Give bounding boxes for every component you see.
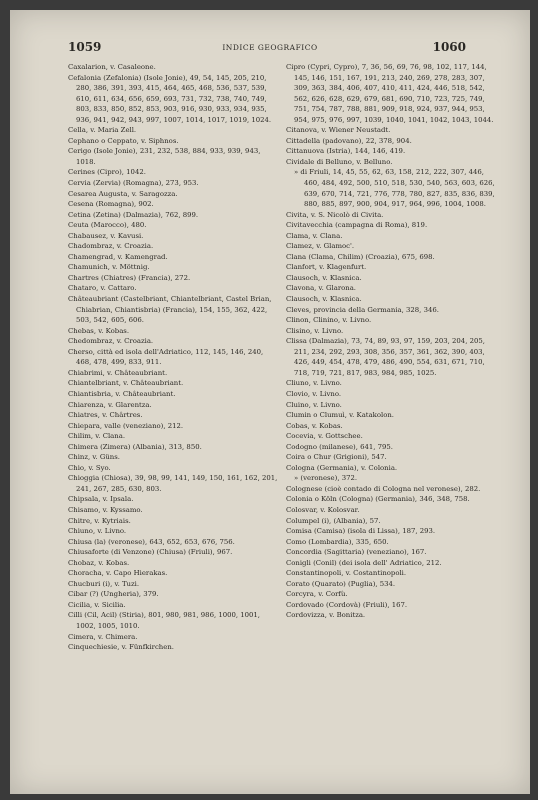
index-entry: Civitavecchia (campagna di Roma), 819. — [286, 221, 428, 230]
index-entry: Cella, v. Maria Zell. — [68, 126, 137, 135]
index-entry: » di Friuli, 14, 45, 55, 62, 63, 158, 212, 222, 307, 446, 460, 484, 492, 500, 510, 518, 530, 540, 563, 603, 626, 639, 670, 714, 721, 776, 778, 780, 827, 835, 836, 839, 880, 885, 897, 900, 904, 917, 964, 996, 1004, 1008. — [294, 168, 495, 209]
index-entry: Columpel (i), (Albania), 57. — [286, 516, 381, 525]
index-entry: Clinon, Clinino, v. Livno. — [286, 316, 372, 325]
index-entry: Como (Lombardia), 335, 650. — [286, 537, 389, 546]
index-entry: Ceuta (Marocco), 480. — [68, 221, 147, 230]
index-entry: Cephano o Ceppato, v. Siphnos. — [68, 136, 179, 145]
index-entry: Chataro, v. Cattaro. — [68, 284, 137, 293]
index-entry: Chiepara, valle (veneziano), 212. — [68, 421, 184, 430]
index-entry: Chiantisbria, v. Châteaubriant. — [68, 389, 176, 398]
index-entry: Concordia (Sagittaria) (veneziano), 167. — [286, 548, 427, 557]
index-entry: Corato (Quarato) (Puglia), 534. — [286, 579, 396, 588]
index-entry: Cluino, v. Livno. — [286, 400, 342, 409]
index-entry: Chobaz, v. Kobas. — [68, 558, 130, 567]
index-column-left — [68, 62, 280, 653]
index-entry: Cesena (Romagna), 902. — [68, 200, 154, 209]
index-entry: Chioggia (Chiosa), 39, 98, 99, 141, 149, 150, 161, 162, 201, 241, 267, 285, 630, 803. — [68, 474, 278, 493]
index-entry: Chiatres, v. Chârtres. — [68, 411, 143, 420]
index-column-right — [286, 62, 498, 621]
index-entry: Clavona, v. Glarona. — [286, 284, 357, 293]
index-entry: Chabausez, v. Kavusi. — [68, 231, 144, 240]
page-number-left: 1059 — [68, 40, 102, 54]
index-entry: Chedombraz, v. Croazia. — [68, 337, 154, 346]
index-entry: Choracha, v. Capo Hierakas. — [68, 569, 168, 578]
index-entry: Cimera, v. Chimera. — [68, 632, 138, 641]
running-title: INDICE GEOGRAFICO — [222, 43, 318, 52]
index-entry: Chiantelbriant, v. Châteaubriant. — [68, 379, 184, 388]
index-entry: Constantinopoli, v. Costantinopoli. — [286, 569, 407, 578]
index-entry: Colosvar, v. Kolosvar. — [286, 505, 360, 514]
index-entry: Cherso, città ed isola dell'Adriatico, 112, 145, 146, 240, 468, 478, 499, 833, 911. — [68, 347, 264, 367]
index-entry: Cittadella (padovano), 22, 378, 904. — [286, 136, 412, 145]
index-entry: Cerigo (Isole Jonie), 231, 232, 538, 884, 933, 939, 943, 1018. — [68, 147, 261, 166]
index-entry: Chiabrimi, v. Châteaubriant. — [68, 368, 168, 377]
index-entry: Chiuno, v. Livno. — [68, 527, 127, 536]
index-entry: Chamengrad, v. Kamengrad. — [68, 252, 168, 261]
index-entry: Clana (Clama, Chilim) (Croazia), 675, 698. — [286, 252, 435, 261]
index-entry: Cicilia, v. Sicilia. — [68, 600, 126, 609]
index-entry: Chinz, v. Güns. — [68, 453, 120, 462]
index-entry: Comisa (Camisa) (isola di Lissa), 187, 293. — [286, 527, 436, 536]
index-entry: Clumin o Clumuì, v. Katakolon. — [286, 411, 394, 420]
index-entry: Cleves, provincia della Germania, 328, 346. — [286, 305, 439, 314]
index-entry: Corcyra, v. Corfù. — [286, 590, 348, 599]
index-entry: Cocevia, v. Gottschee. — [286, 432, 363, 441]
index-entry: Coira o Chur (Grigioni), 547. — [286, 453, 387, 462]
index-entry: Cesarea Augusta, v. Saragozza. — [68, 189, 178, 198]
index-entry: Clisino, v. Livno. — [286, 326, 344, 335]
index-entry: Clausoch, v. Klasnica. — [286, 295, 362, 304]
page-number-right: 1060 — [432, 40, 466, 54]
index-entry: Colognese (cioè contado di Cologna nel veronese), 282. — [286, 484, 481, 493]
index-entry: Cibar (?) (Ungheria), 379. — [68, 590, 159, 599]
index-entry: Châteaubriant (Castelbriant, Chiantelbriant, Castel Brian, Chiabrian, Chiantisbria) (Francia), 154, 155, 362, 422, 503, 542, 605, 606. — [68, 295, 272, 325]
index-entry: Citanova, v. Wiener Neustadt. — [286, 126, 391, 135]
index-entry: Chiusa (la) (veronese), 643, 652, 653, 676, 756. — [68, 537, 235, 546]
index-entry: Clanfort, v. Klagenfurt. — [286, 263, 367, 272]
index-entry: Clovio, v. Livno. — [286, 389, 342, 398]
index-entry: Cipro (Cypri, Cypro), 7, 36, 56, 69, 76, 98, 102, 117, 144, 145, 146, 151, 167, 191, 213, 240, 269, 278, 283, 307, 309, 363, 384, 406, 407, 410, 411, 424, 446, 518, 542, 562, 626, 628, 629, 679, 681, 690, 710, 723, 725, 749, 751, 754, 787, 788, 881, 909, 918, 924, 937, 944, 953, 954, 975, 976, 997, 1039, 1040, 1041, 1042, 1043, 1044. — [286, 63, 494, 124]
index-entry: Chisamo, v. Kyssamo. — [68, 505, 143, 514]
index-entry: Chimera (Zimera) (Albania), 313, 850. — [68, 442, 202, 451]
index-entry: Chiarenza, v. Glarentza. — [68, 400, 152, 409]
index-entry: Chadombraz, v. Croazia. — [68, 242, 154, 251]
index-entry: Cinquechiesie, v. Fünfkirchen. — [68, 643, 174, 652]
index-entry: Cordovizza, v. Bonitza. — [286, 611, 366, 620]
index-entry: Chamunich, v. Möttnig. — [68, 263, 150, 272]
index-entry: Chiusaforte (di Venzone) (Chiusa) (Friuli), 967. — [68, 548, 233, 557]
index-entry: Codogno (milanese), 641, 795. — [286, 442, 393, 451]
index-entry: Chilim, v. Clana. — [68, 432, 126, 441]
index-entry: Cordovado (Cordovà) (Friuli), 167. — [286, 600, 408, 609]
index-entry: Chebas, v. Kobas. — [68, 326, 130, 335]
index-entry: Chartres (Chiatres) (Francia), 272. — [68, 273, 191, 282]
book-page — [10, 10, 530, 794]
index-entry: Cerines (Cipro), 1042. — [68, 168, 146, 177]
index-entry: Cittanuova (Istria), 144, 146, 419. — [286, 147, 406, 156]
index-entry: Cividale di Belluno, v. Belluno. — [286, 157, 393, 166]
index-entry: Clissa (Dalmazia), 73, 74, 89, 93, 97, 159, 203, 204, 205, 211, 234, 292, 293, 308, 356, 357, 361, 362, 390, 403, 426, 449, 454, 478, 479, 486, 490, 554, 631, 671, 710, 718, 719, 721, 817, 983, 984, 985, 1025. — [286, 337, 485, 377]
index-entry: Cobas, v. Kobas. — [286, 421, 343, 430]
index-entry: Chucburi (i), v. Tuzi. — [68, 579, 140, 588]
index-entry: Cologna (Germania), v. Colonia. — [286, 463, 398, 472]
index-entry: Cetina (Zetina) (Dalmazia), 762, 899. — [68, 210, 199, 219]
index-entry: Clamez, v. Glamoc'. — [286, 242, 355, 251]
index-entry: Chipsala, v. Ipsala. — [68, 495, 134, 504]
index-entry: Cilli (Cil, Acil) (Stiria), 801, 980, 981, 986, 1000, 1001, 1002, 1005, 1010. — [68, 611, 260, 630]
index-entry: » (veronese), 372. — [294, 474, 358, 483]
index-entry: Clama, v. Clana. — [286, 231, 343, 240]
index-entry: Civita, v. S. Nicolò di Civita. — [286, 210, 384, 219]
index-entry: Cervia (Zervia) (Romagna), 273, 953. — [68, 179, 199, 188]
index-entry: Cliuno, v. Livno. — [286, 379, 342, 388]
index-entry: Conigli (Conil) (dei isola dell' Adriatico, 212. — [286, 558, 442, 567]
index-entry: Colonia o Köln (Cologna) (Germania), 346, 348, 758. — [286, 495, 470, 504]
page-header — [10, 40, 530, 56]
index-entry: Cefalonia (Zefalonia) (Isole Jonie), 49, 54, 145, 205, 210, 280, 386, 391, 393, 415, 464, 465, 468, 536, 537, 539, 610, 611, 634, 656, 659, 693, 731, 732, 738, 740, 749, 803, 833, 850, 852, 853, 903, 916, 930, 933, 934, 935, 936, 941, 942, 943, 997, 1007, 1014, 1017, 1019, 1024. — [68, 73, 272, 124]
index-entry: Chio, v. Syo. — [68, 463, 111, 472]
index-entry: Clausoch, v. Klasnica. — [286, 273, 362, 282]
index-entry: Chitre, v. Kytriais. — [68, 516, 131, 525]
index-entry: Caxalarion, v. Casaleone. — [68, 63, 156, 71]
